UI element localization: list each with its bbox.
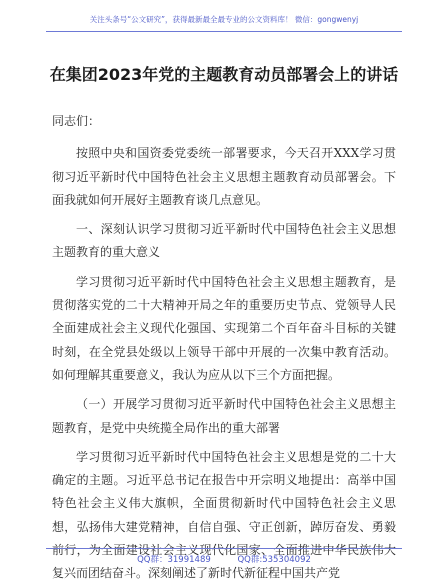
section-heading-1: 一、深刻认识学习贯彻习近平新时代中国特色社会主义思想主题教育的重大意义 <box>52 222 396 260</box>
footer-qq-group-2: QQ群:535304092 <box>237 555 311 565</box>
footer <box>0 553 448 565</box>
paragraph-deployment: 学习贯彻习近平新时代中国特色社会主义思想是党的二十大确定的主题。习近平总书记在报告中开宗明义地提出：高举中国特色社会主义伟大旗帜，全面贯彻新时代中国特色社会主义思想，弘扬伟大建党精神，自信自强、守正创新，踔厉奋发、勇毅前行，为全面建设社会主义现代化国家、全面推进中华民族伟大复兴而团结奋斗。深刻阐述了新时代新征程中国共产党 <box>52 449 396 581</box>
document-title: 在集团2023年党的主题教育动员部署会上的讲话 <box>49 64 399 84</box>
footer-divider <box>46 548 402 549</box>
footer-qq-group-1: QQ群：31991489 <box>137 555 211 565</box>
salutation: 同志们： <box>52 114 101 128</box>
paragraph-significance: 学习贯彻习近平新时代中国特色社会主义思想主题教育，是贯彻落实党的二十大精神开局之年的重要历史节点、党领导人民全面建成社会主义现代化强国、实现第二个百年奋斗目标的关键时刻，在全党县处级以上领导干部中开展的一次集中教育活动。如何理解其重要意义，我认为应从以下三个方面把握。 <box>52 274 396 382</box>
document-body <box>52 110 396 586</box>
subsection-heading-1: （一）开展学习贯彻习近平新时代中国特色社会主义思想主题教育，是党中央统揽全局作出的重大部署 <box>52 397 396 435</box>
header-banner: 关注头条号“公文研究”，获得最新最全最专业的公文资料库！ 微信：gongwenyj <box>89 15 359 24</box>
header-divider <box>46 31 402 32</box>
paragraph-intro: 按照中央和国资委党委统一部署要求，今天召开XXX学习贯彻习近平新时代中国特色社会主义思想主题教育动员部署会。下面我就如何开展好主题教育谈几点意见。 <box>52 146 396 207</box>
